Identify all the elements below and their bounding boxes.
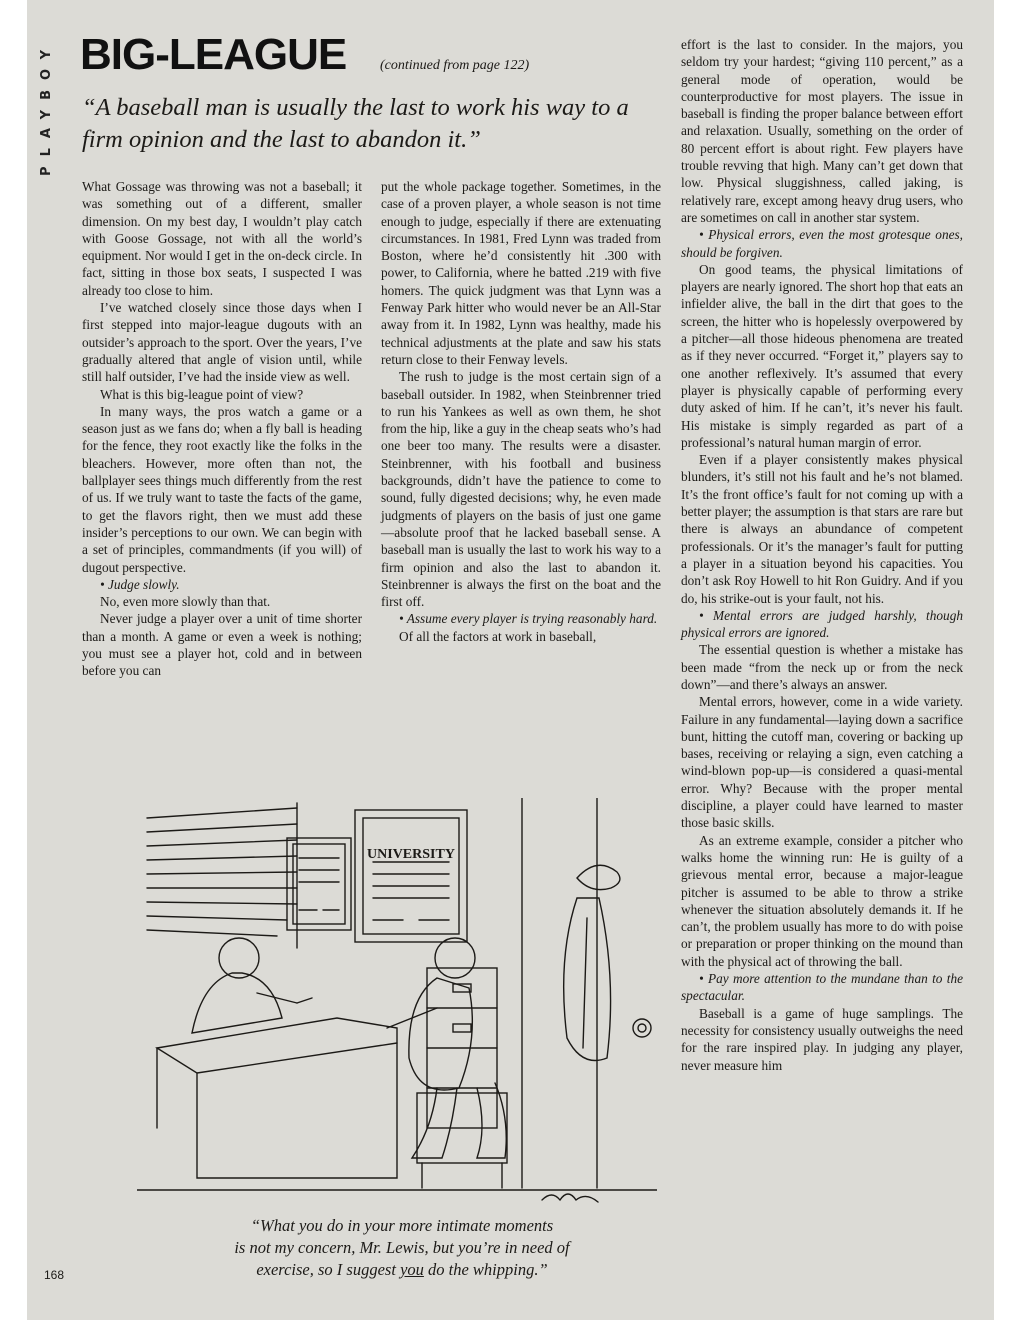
caption-line: do the whipping.” xyxy=(423,1260,548,1279)
cartoon-caption xyxy=(147,1215,657,1281)
paragraph: Of all the factors at work in baseball, xyxy=(399,628,597,644)
paragraph: effort is the last to consider. In the majors, you seldom try your hardest; “giving 110 percent,” as a general mode of operation, would be counterproductive for most players. The issue in baseball is finding the proper balance between effort and relaxation. Usually, something on the order of 80 percent effort is about right. Few players have trouble revving that high. Many can’t get down that low. Physical sluggishness, called jaking, is relatively rare, except among heavy drug users, who are sometimes on call in another star system. xyxy=(681,37,963,225)
paragraph: Never judge a player over a unit of time shorter than a month. A game or even a week is nothing; you must see a player hot, cold and in between before you can xyxy=(82,611,362,679)
artist-signature xyxy=(542,1194,598,1202)
paragraph: On good teams, the physical limitations of players are nearly ignored. The short hop that eats an infielder alive, the ball in the dirt that goes to the screen, the hitter who is hopelessly overpowered by a pitcher—all those hideous phenomena are treated as if they never occurred. “Forget it,” players say to one another reflexively. It’s assumed that every player is physically capable of performing every duty asked of him. If he can’t, it’s never his fault. His mistake is simply regarded as part of a professional’s natural human margin of error. xyxy=(681,261,963,450)
paragraph: put the whole package together. Sometimes, in the case of a proven player, a whole season is not time enough to judge, especially if there are extenuating circumstances. In 1981, Fred Lynn was traded from Boston, where he’d consistently hit .300 with power, to California, where he batted .219 with five homers. The quick judgment was that Lynn was a Fenway Park hitter who would never be an All-Star away from it. In 1982, Lynn was healthy, made his technical adjustments at the plate and saw his stats return close to their Fenway levels. xyxy=(381,179,661,367)
paragraph: The rush to judge is the most certain sign of a baseball outsider. In 1982, when Steinbrenner tried to run his Yankees as well as own them, he shot from the hip, like a guy in the cheap seats who’s had one beer too many. The results were a disaster. Steinbrenner, with his football and business backgrounds, didn’t have the patience to come to sound, fully digested decisions; why, he even made judgments of players on the basis of just one game—absolute proof that he lacked baseball sense. A baseball man is usually the last to work his way to a firm opinion and also the last to abandon it. Steinbrenner is always the first on the boat and the first off. xyxy=(381,369,661,610)
window-blinds xyxy=(147,803,297,948)
hanging-coat-icon xyxy=(564,865,620,1060)
caption-line: is not my concern, Mr. Lewis, but you’re in need of xyxy=(234,1238,570,1257)
chair-icon xyxy=(417,1093,507,1188)
magazine-spine-label: PLAYBOY xyxy=(39,40,54,176)
paragraph: Even if a player consistently makes physical blunders, it’s still not his fault and he’s not blamed. It’s the front office’s fault for not coming up with a better player; the assumption is that stars are rare but there is always an abundance of competent professionals. Or it’s the manager’s fault for putting a player in a situation beyond his capacities. You don’t ask Roy Howell to hit Ron Guidry. And if you do, his strike-out is your fault, not his. xyxy=(681,452,963,606)
column-1 xyxy=(82,178,362,680)
cartoon-illustration xyxy=(137,798,657,1208)
framed-diploma-icon xyxy=(355,810,467,942)
paragraph: What Gossage was throwing was not a baseball; it was something out of a different, smaller dimension. On my best day, I wouldn’t play catch with Goose Gossage, not with all the world’s equipment. Nor would I get in the on-deck circle. In fact, sitting in those box seats, I suspected I was already too close to him. xyxy=(82,179,362,298)
office-door xyxy=(522,798,651,1188)
principle-heading: • Pay more attention to the mundane than to the spectacular. xyxy=(681,971,963,1004)
office-desk-icon xyxy=(157,1018,397,1178)
principle-heading: • Physical errors, even the most grotesque ones, should be forgiven. xyxy=(681,227,963,260)
paragraph: The essential question is whether a mistake has been made “from the neck up or from the neck down”—and there’s always an answer. xyxy=(681,642,963,692)
pull-quote: “A baseball man is usually the last to work his way to a firm opinion and the last to abandon it.” xyxy=(82,94,629,153)
magazine-page xyxy=(27,0,994,1320)
paragraph: I’ve watched closely since those days when I first stepped into major-league dugouts with an outsider’s approach to the sport. Over the years, I’ve gradually altered that angle of vision until, while still half outsider, I’ve had the inside view as well. xyxy=(82,300,362,385)
paragraph: What is this big-league point of view? xyxy=(100,386,304,402)
paragraph: In many ways, the pros watch a game or a season just as we fans do; when a fly ball is heading for the fence, they root exactly like the folks in the bleachers. However, more often than not, the ballplayer sees things much differently from the rest of us. If we truly want to taste the facts of the game, to get the flavors right, then we must add these insider’s perceptions to our own. We can begin with a set of principles, commandments (if you will) of dugout perspective. xyxy=(82,403,362,575)
filing-cabinet-icon xyxy=(427,968,497,1128)
column-2 xyxy=(381,178,661,645)
caption-line: exercise, so I suggest xyxy=(256,1260,401,1279)
principle-heading: • Assume every player is trying reasonably hard. xyxy=(399,611,658,627)
doctor-figure xyxy=(192,938,312,1033)
principle-heading: • Mental errors are judged harshly, though physical errors are ignored. xyxy=(681,607,963,641)
caption-emphasis: you xyxy=(400,1260,424,1279)
diploma-title: UNIVERSITY xyxy=(367,847,455,862)
paragraph: Mental errors, however, come in a wide variety. Failure in any fundamental—laying down a sacrifice bunt, hitting the cutoff man, covering or backing up bases, receiving or relaying a sign, even catching a wind-blown pop-up—is considered a quasi-mental error. Why? Because with the proper mental discipline, a player could have learned to master those basic skills. xyxy=(681,694,963,831)
caption-line: “What you do in your more intimate moments xyxy=(250,1216,554,1235)
paragraph: As an extreme example, consider a pitcher who walks home the winning run: He is guilty of a grievous mental error, because a major-league pitcher is assumed to be able to throw a strike whenever the situation absolutely demands it. If he can’t, the problem usually has more to do with poise or preparation or proper thinking on the mound than with the physical act of throwing the ball. xyxy=(681,832,963,969)
article-headline: BIG-LEAGUE xyxy=(80,30,347,79)
paragraph: Baseball is a game of huge samplings. The necessity for consistency usually outweighs the need for the rare inspired play. In judging any player, never measure him xyxy=(681,1005,963,1073)
continued-from-note: (continued from page 122) xyxy=(380,58,530,73)
paragraph: No, even more slowly than that. xyxy=(100,594,271,610)
principle-heading: • Judge slowly. xyxy=(100,576,180,592)
column-3 xyxy=(681,36,963,1074)
page-number: 168 xyxy=(44,1268,65,1282)
